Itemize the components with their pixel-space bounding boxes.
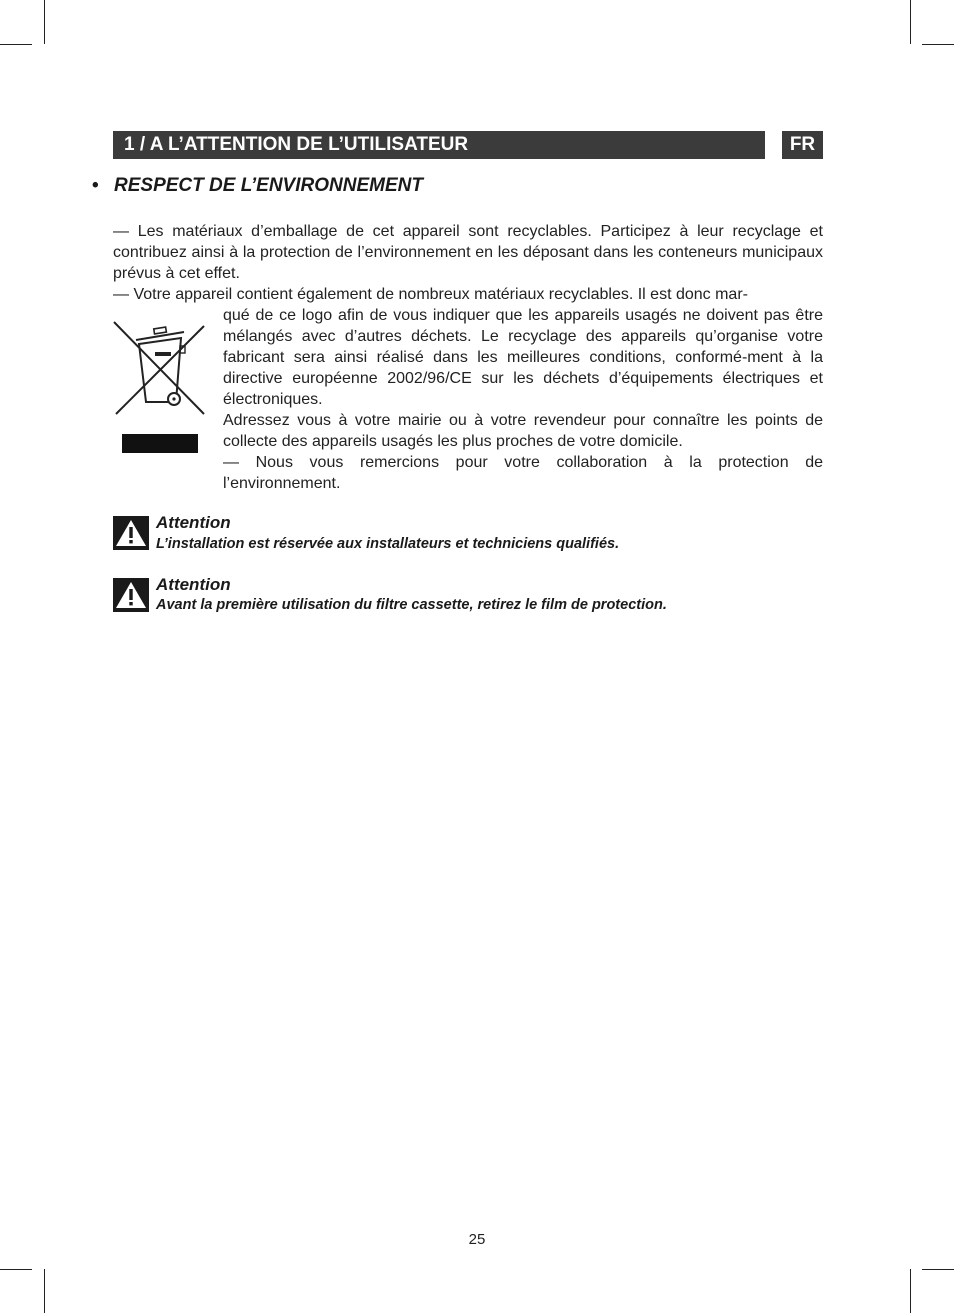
recycling-paragraph-lead: — Votre appareil contient également de nombreux matériaux recyclables. Il est donc mar- xyxy=(113,286,748,303)
weee-crossed-bin-icon xyxy=(112,318,208,454)
packaging-paragraph: — Les matériaux d’emballage de cet appareil sont recyclables. Participez à leur recyclage et contribuez ainsi à la protection de l’environnement en les déposant dans les conteneurs municipaux prévus à cet effet. xyxy=(113,223,823,282)
crop-mark xyxy=(0,44,32,45)
collection-points-paragraph: Adressez vous à votre mairie ou à votre revendeur pour connaître les points de collecte des appareils usagés les plus proches de votre domicile. xyxy=(223,412,823,450)
bullet: • xyxy=(92,175,99,196)
warning-text: L’installation est réservée aux installateurs et techniciens qualifiés. xyxy=(156,536,620,552)
environment-heading xyxy=(92,175,423,197)
language-badge: FR xyxy=(782,131,823,159)
recycling-paragraph-continued: qué de ce logo afin de vous indiquer que les appareils usagés ne doivent pas être mélangés avec d’autres déchets. Le recyclage des appareils qu’organise votre fabricant sera ainsi réalisé dans les meilleures conditions, conformé-ment à la directive européenne 2002/96/CE sur les déchets d’équipements électriques et électroniques. xyxy=(223,307,823,408)
page-number: 25 xyxy=(468,1231,486,1248)
section-title: 1 / A L’ATTENTION DE L’UTILISATEUR xyxy=(113,131,765,159)
warning-text: Avant la première utilisation du filtre cassette, retirez le film de protection. xyxy=(156,597,667,613)
crop-mark xyxy=(0,1269,32,1270)
crop-mark xyxy=(910,1269,911,1313)
thanks-paragraph: — Nous vous remercions pour votre collaboration à la protection de l’environnement. xyxy=(223,454,823,492)
crop-mark xyxy=(44,1269,45,1313)
warning-title: Attention xyxy=(156,575,231,594)
warning-triangle-icon xyxy=(113,516,149,550)
crop-mark xyxy=(910,0,911,44)
warning-triangle-icon xyxy=(113,578,149,612)
environment-heading-text: RESPECT DE L’ENVIRONNEMENT xyxy=(114,175,423,196)
warning-title: Attention xyxy=(156,513,231,532)
crop-mark xyxy=(44,0,45,44)
crop-mark xyxy=(922,44,954,45)
crop-mark xyxy=(922,1269,954,1270)
